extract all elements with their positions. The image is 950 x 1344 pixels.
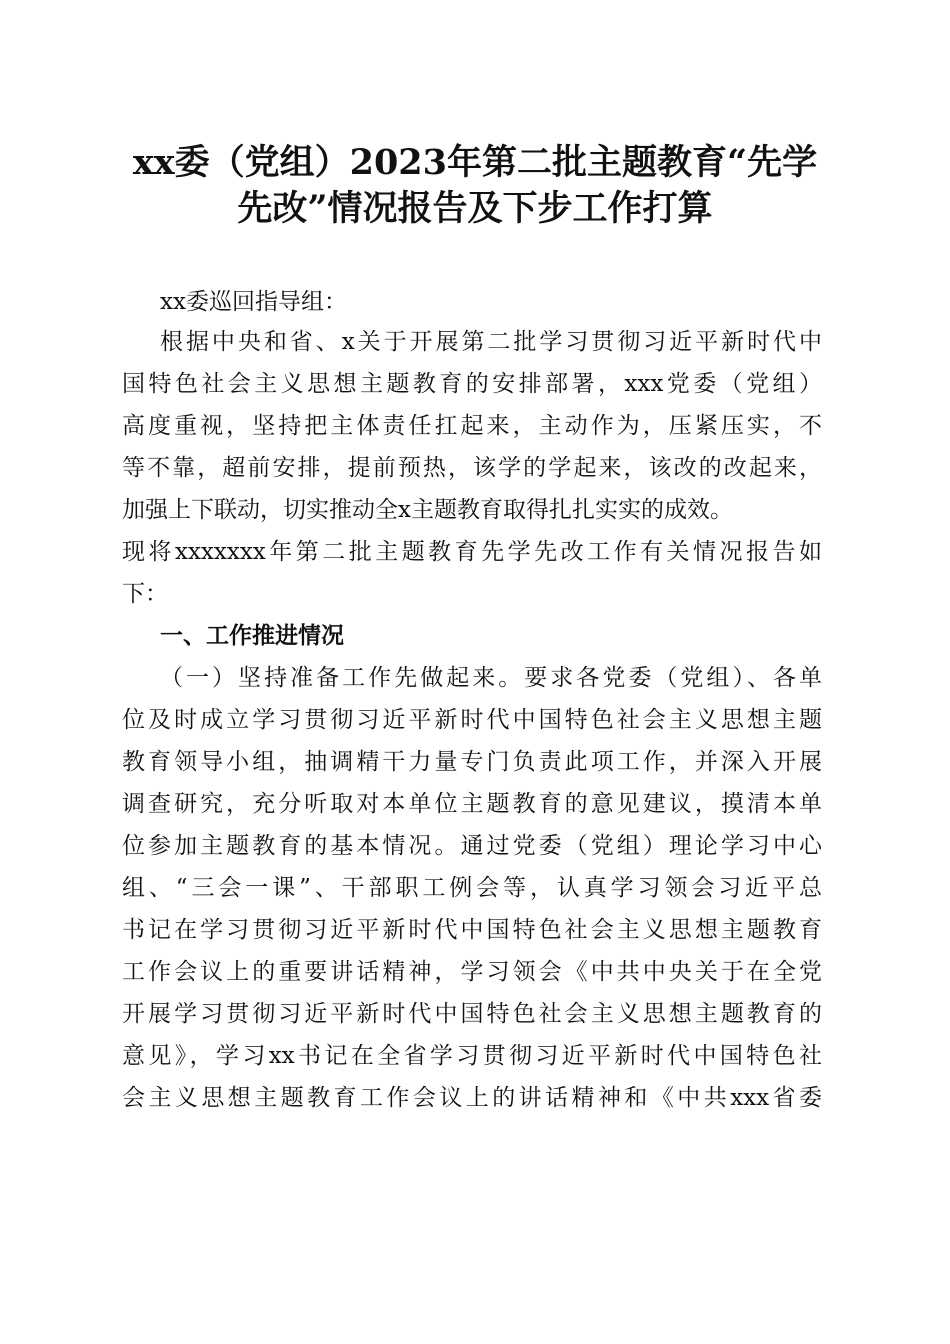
subsection1-line: 开展学习贯彻习近平新时代中国特色社会主义思想主题教育的 bbox=[122, 1001, 822, 1027]
subsection1-line: 意见》，学习xx书记在全省学习贯彻习近平新时代中国特色社 bbox=[122, 1043, 822, 1069]
paragraph1-line: 现将xxxxxxx年第二批主题教育先学先改工作有关情况报告如 bbox=[122, 539, 822, 565]
paragraph1-line: 国特色社会主义思想主题教育的安排部署，xxx党委（党组） bbox=[122, 371, 822, 397]
paragraph1-line: 加强上下联动，切实推动全x主题教育取得扎扎实实的成效。 bbox=[122, 497, 733, 523]
subsection1-line: 位及时成立学习贯彻习近平新时代中国特色社会主义思想主题 bbox=[122, 707, 822, 733]
document-title-line-1: xx委（党组）2023年第二批主题教育“先学 bbox=[132, 142, 818, 183]
subsection1-line: 工作会议上的重要讲话精神，学习领会《中共中央关于在全党 bbox=[122, 959, 822, 985]
subsection1-line: （一）坚持准备工作先做起来。要求各党委（党组）、各单 bbox=[160, 665, 822, 691]
subsection1-line: 教育领导小组，抽调精干力量专门负责此项工作，并深入开展 bbox=[122, 749, 822, 775]
paragraph1-line: 高度重视，坚持把主体责任扛起来，主动作为，压紧压实，不 bbox=[122, 413, 822, 439]
salutation: xx委巡回指导组： bbox=[160, 289, 347, 315]
subsection1-line: 会主义思想主题教育工作会议上的讲话精神和《中共xxx省委 bbox=[122, 1085, 822, 1111]
subsection1-line: 书记在学习贯彻习近平新时代中国特色社会主义思想主题教育 bbox=[122, 917, 822, 943]
subsection1-line: 组、“三会一课”、干部职工例会等，认真学习领会习近平总 bbox=[122, 875, 822, 901]
document-title-line-2: 先改”情况报告及下步工作打算 bbox=[237, 188, 713, 229]
subsection1-line: 位参加主题教育的基本情况。通过党委（党组）理论学习中心 bbox=[122, 833, 822, 859]
paragraph1-line: 等不靠，超前安排，提前预热，该学的学起来，该改的改起来， bbox=[122, 455, 822, 481]
subsection1-line: 调查研究，充分听取对本单位主题教育的意见建议，摸清本单 bbox=[122, 791, 822, 817]
paragraph1-line: 下： bbox=[122, 581, 168, 607]
section-heading: 一、工作推进情况 bbox=[160, 622, 344, 649]
paragraph1-line: 根据中央和省、x关于开展第二批学习贯彻习近平新时代中 bbox=[160, 329, 822, 355]
